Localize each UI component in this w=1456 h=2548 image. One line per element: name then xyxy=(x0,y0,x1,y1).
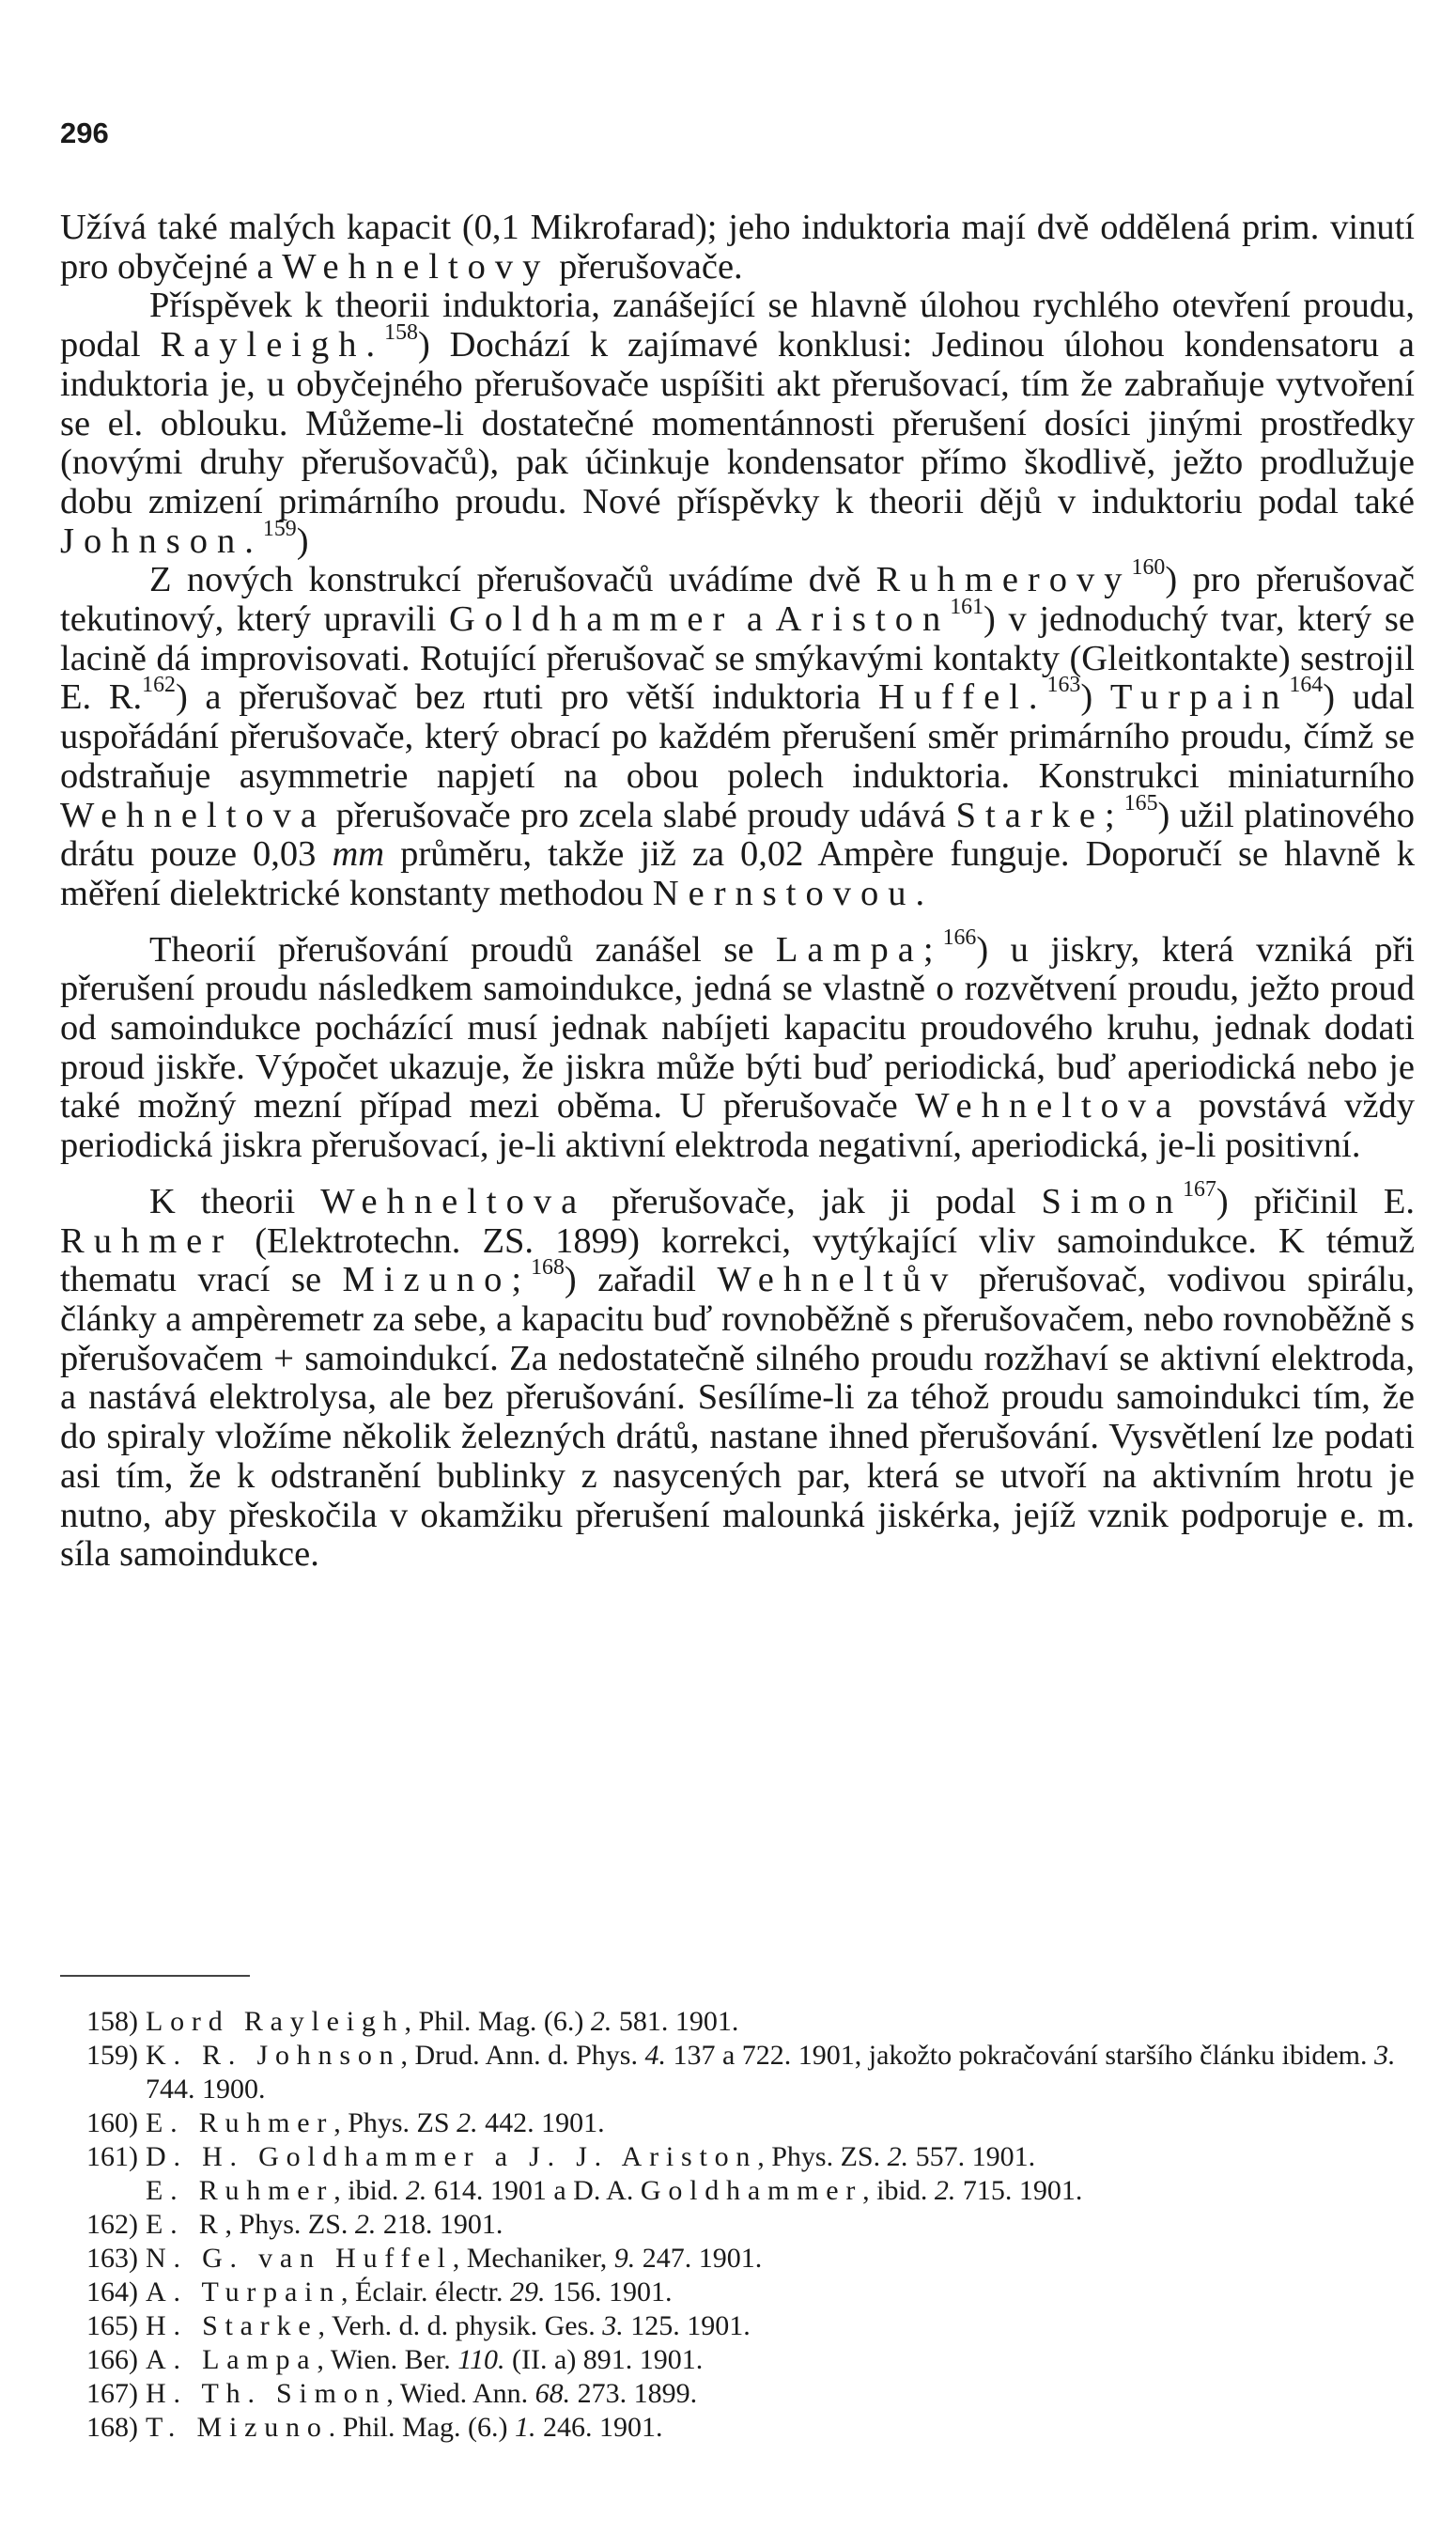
author-name: Simon xyxy=(1041,1181,1184,1221)
cited-author: Goldhammer xyxy=(640,2175,863,2206)
text: 715. 1901. xyxy=(955,2175,1083,2206)
text: 137 a 722. 1901, jakožto pokračování staršího článku ibidem. xyxy=(665,2040,1374,2071)
footnote xyxy=(60,2140,1415,2174)
paragraph-5 xyxy=(60,1176,1416,1575)
cited-author: E. Ruhmer xyxy=(146,2107,334,2138)
footnote xyxy=(60,2106,1415,2140)
author-name: Mizuno; xyxy=(342,1260,532,1300)
footnote-ref: 167 xyxy=(1183,1176,1216,1202)
cited-author: E. R xyxy=(146,2209,225,2240)
author-name: Goldhammer xyxy=(449,599,735,640)
author-name: Lampa; xyxy=(775,929,943,970)
footnote-mark: 164) xyxy=(86,2276,138,2307)
text: 744. 1900. xyxy=(146,2074,266,2105)
text: 581. 1901. xyxy=(612,2006,739,2037)
cited-author: E. Ruhmer xyxy=(146,2175,334,2206)
text: , Wied. Ann. xyxy=(386,2378,535,2409)
text: ) přičinil E. xyxy=(1216,1181,1415,1221)
cited-author: H. Th. Simon xyxy=(146,2378,387,2409)
footnote-continuation xyxy=(60,2174,1415,2208)
author-name: Ruhmer xyxy=(60,1220,234,1261)
footnote-mark: 167) xyxy=(86,2378,138,2409)
text: 614. 1901 a D. A. xyxy=(426,2175,641,2206)
footnote-ref: 158 xyxy=(384,320,418,346)
text: , Mechaniker, xyxy=(452,2243,614,2274)
text: a xyxy=(734,599,776,640)
cited-author: K. R. Johnson xyxy=(146,2040,401,2071)
text: Příspěvek k theorii induktoria, zanášející se hlavně úlohou rychlého otevření proudu, podal xyxy=(60,286,1415,365)
body-text xyxy=(60,209,1415,1575)
footnote-mark: 166) xyxy=(86,2344,138,2375)
volume: 110. xyxy=(457,2344,505,2375)
volume: 3. xyxy=(1373,2040,1396,2071)
paragraph-1 xyxy=(60,209,1415,287)
volume: 9. xyxy=(613,2243,636,2274)
author-name: Starke; xyxy=(955,795,1124,835)
text: Užívá také malých kapacit (0,1 Mikrofarad); jeho induktoria mají dvě oddělená prim. vinutí pro obyčejné a xyxy=(60,208,1415,287)
text: ) v jednoduchý tvar, který se lacině dá improvisovati. Rotující přerušovač se smýkavými kontakty (Gleitkontakte) sestrojil E. R. xyxy=(60,599,1415,718)
text: , ibid. xyxy=(862,2175,935,2206)
text: ) Dochází k zajímavé konklusi: Jedinou úlohou kondensatoru a induktoria je, u obyčejného přerušovače uspíšiti akt přerušovací, tím že zabraňuje vytvoření se el. oblouku. Můžeme-li dostatečné momentánnosti přerušení dosíci jinými prostředky (novými druhy přerušovačů), pak účinkuje kondensator přímo škodlivě, ježto prodlužuje dobu zmizení primárního proudu. Nové příspěvky k theorii dějů v induktoriu podal také xyxy=(60,325,1415,521)
paragraph-4 xyxy=(60,924,1415,1166)
cited-author: T. Mizuno xyxy=(146,2412,329,2443)
footnote xyxy=(60,2343,1415,2377)
text: 247. 1901. xyxy=(635,2243,763,2274)
footnote-mark: 168) xyxy=(86,2412,138,2443)
text: , Wien. Ber. xyxy=(317,2344,458,2375)
cited-author: N. G. van Huffel xyxy=(146,2243,453,2274)
text: ) xyxy=(296,520,309,561)
footnote-ref: 161 xyxy=(950,595,984,620)
author-name: Wehneltova xyxy=(320,1181,587,1221)
volume: 4. xyxy=(644,2040,666,2071)
footnote-ref: 160 xyxy=(1131,555,1166,581)
volume: 2. xyxy=(354,2209,377,2240)
text: , Éclair. électr. xyxy=(341,2276,510,2307)
footnote-mark: 158) xyxy=(86,2006,138,2037)
text: , Phys. ZS xyxy=(333,2107,457,2138)
footnote-ref: 168 xyxy=(531,1255,565,1281)
author-name: Turpain xyxy=(1109,677,1290,718)
text: ) udal uspořádání přerušovače, který obrací po každém přerušení směr primárního proudu, čímž se odstraňuje asymmetrie napjetí na obou polech induktoria. Konstrukci miniaturního xyxy=(60,677,1416,796)
volume: 2. xyxy=(405,2175,427,2206)
footnote-ref: 165 xyxy=(1123,790,1158,816)
footnote-ref: 166 xyxy=(942,924,977,950)
author-name: Wehneltův xyxy=(717,1260,958,1300)
author-name: Nernstovou. xyxy=(652,873,935,913)
text: , Verh. d. d. physik. Ges. xyxy=(318,2310,603,2341)
volume: 2. xyxy=(934,2175,956,2206)
footnote-mark: 162) xyxy=(86,2209,138,2240)
author-name: Huffel. xyxy=(878,677,1047,718)
footnote xyxy=(60,2039,1415,2106)
text: ) užil platinového drátu pouze 0,03 xyxy=(60,795,1415,875)
cited-author: D. H. Goldhammer a J. J. Ariston xyxy=(146,2141,758,2172)
text: přerušovače. xyxy=(550,246,743,287)
footnote xyxy=(60,2005,1415,2039)
text: , Phil. Mag. (6.) xyxy=(404,2006,591,2037)
text: (II. a) 891. 1901. xyxy=(504,2344,704,2375)
text: 156. 1901. xyxy=(545,2276,673,2307)
text: ) xyxy=(1080,677,1110,718)
cited-author: Lord Rayleigh xyxy=(146,2006,405,2037)
text: , Phys. ZS. xyxy=(757,2141,888,2172)
text: průměru, takže již za 0,02 Ampère funguje. Doporučí se hlavně k měření dielektrické konstanty methodou xyxy=(60,834,1415,913)
footnote-ref: 159 xyxy=(262,516,297,541)
text: (Elektrotechn. ZS. 1899) korrekci, vytýkající vliv samoindukce. K témuž thematu vrací se xyxy=(60,1220,1415,1300)
volume: 2. xyxy=(457,2107,478,2138)
footnote xyxy=(60,2377,1415,2411)
footnote-divider xyxy=(60,1975,250,1977)
text: ) zařadil xyxy=(564,1260,718,1300)
footnote-mark: 165) xyxy=(86,2310,138,2341)
page-number: 296 xyxy=(60,117,109,149)
paragraph-2 xyxy=(60,287,1415,561)
volume: 29. xyxy=(509,2276,546,2307)
author-name: Wehneltova xyxy=(60,795,327,835)
text: 218. 1901. xyxy=(376,2209,503,2240)
footnote xyxy=(60,2309,1415,2343)
text: , Drud. Ann. d. Phys. xyxy=(400,2040,645,2071)
footnote-ref: 164 xyxy=(1289,673,1324,698)
text: 442. 1901. xyxy=(477,2107,605,2138)
author-name: Ariston xyxy=(775,599,951,640)
text: 125. 1901. xyxy=(623,2310,751,2341)
footnote-mark: 161) xyxy=(86,2141,138,2172)
author-name: Wehneltova xyxy=(915,1086,1182,1126)
text: , ibid. xyxy=(333,2175,406,2206)
text: ) a přerušovač bez rtuti pro větší induktoria xyxy=(175,677,879,718)
footnotes xyxy=(60,2005,1415,2445)
footnote-mark: 163) xyxy=(86,2243,138,2274)
footnote xyxy=(60,2411,1415,2445)
text: Z nových konstrukcí přerušovačů uvádíme dvě xyxy=(149,560,876,600)
cited-author: H. Starke xyxy=(146,2310,318,2341)
footnote xyxy=(60,2208,1415,2242)
text: 246. 1901. xyxy=(535,2412,663,2443)
unit: mm xyxy=(332,834,385,875)
author-name: Rayleigh. xyxy=(160,325,385,365)
footnote-mark: 160) xyxy=(86,2107,138,2138)
text: Theorií přerušování proudů zanášel se xyxy=(149,929,776,970)
text: K theorii xyxy=(149,1181,321,1221)
footnote xyxy=(60,2242,1415,2276)
footnote-mark: 159) xyxy=(86,2040,138,2071)
author-name: Ruhmerovy xyxy=(875,560,1132,600)
volume: 2. xyxy=(887,2141,909,2172)
text: ) pro přerušovač tekutinový, který upravili xyxy=(60,560,1416,640)
footnote-ref: 162 xyxy=(142,673,176,698)
footnote xyxy=(60,2276,1415,2309)
text: přerušovače, jak ji podal xyxy=(586,1181,1042,1221)
author-name: Wehneltovy xyxy=(282,246,550,287)
text: 557. 1901. xyxy=(908,2141,1036,2172)
text: přerušovač, vodivou spirálu, články a ampèremetr za sebe, a kapacitu buď rovnoběžně s přerušovačem, nebo rovnoběžně s přerušovačem + samoindukcí. Za nedostatečně silného proudu rozžhaví se aktivní elektroda, a nastává elektrolysa, ale bez přerušování. Sesílíme-li za téhož proudu samoindukci tím, že do spiraly vložíme několik železných drátů, nastane ihned přerušování. Vysvětlení lze podati asi tím, že k odstranění bublinky z nasycených par, která se utvoří na aktivním hrotu je nutno, aby přeskočila v okamžiku přerušení malounká jiskérka, jejíž vznik podporuje e. m. síla samoindukce. xyxy=(60,1260,1416,1575)
author-name: Johnson. xyxy=(60,520,263,561)
volume: 1. xyxy=(514,2412,536,2443)
cited-author: A. Turpain xyxy=(146,2276,342,2307)
text: ) u jiskry, která vzniká při přerušení proudu následkem samoindukce, jedná se vlastně o rozvětvení proudu, ježto proud od samoindukce pocházící musí jednak nabíjeti kapacitu proudového kruhu, jednak dodati proud jiskře. Výpočet ukazuje, že jiskra může býti buď periodická, buď aperiodická nebo je také možný mezní případ mezi oběma. U přerušovače xyxy=(60,929,1415,1126)
text: přerušovače pro zcela slabé proudy udává xyxy=(326,795,956,835)
text: 273. 1899. xyxy=(570,2378,698,2409)
text: povstává vždy periodická jiskra přerušovací, je-li aktivní elektroda negativní, aperiodická, je-li positivní. xyxy=(60,1086,1415,1166)
volume: 2. xyxy=(590,2006,612,2037)
paragraph-3 xyxy=(60,555,1416,913)
volume: 3. xyxy=(602,2310,624,2341)
footnote-ref: 163 xyxy=(1046,673,1081,698)
volume: 68. xyxy=(534,2378,571,2409)
text: . Phil. Mag. (6.) xyxy=(328,2412,515,2443)
cited-author: A. Lampa xyxy=(146,2344,318,2375)
text: , Phys. ZS. xyxy=(225,2209,355,2240)
